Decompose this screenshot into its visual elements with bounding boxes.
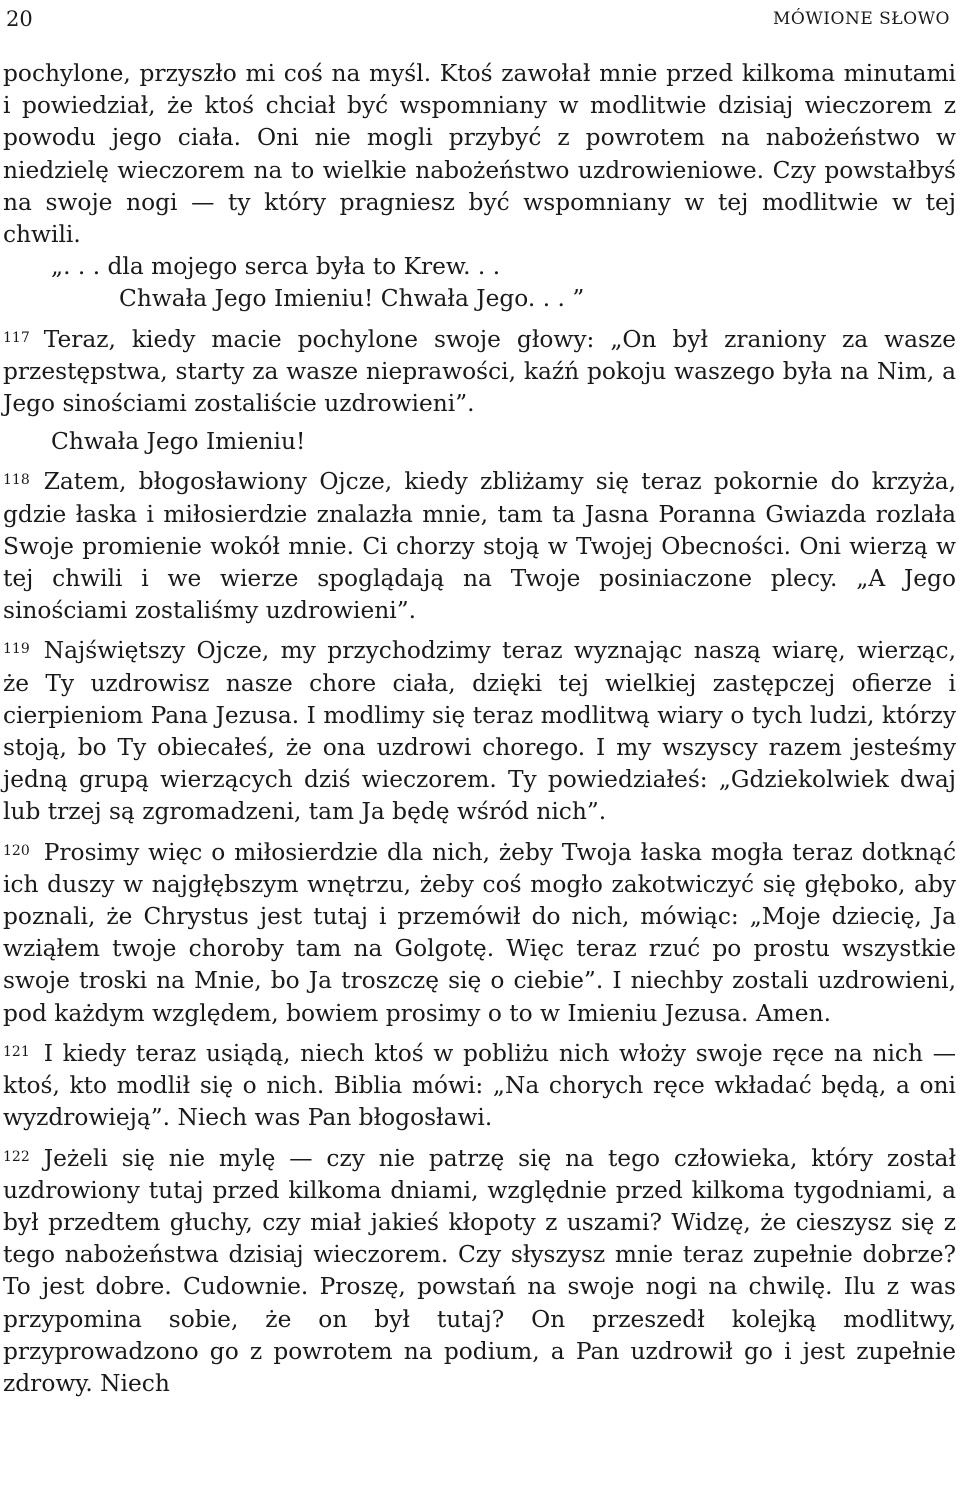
paragraph-number: 119 — [3, 641, 30, 658]
body-text — [3, 58, 956, 1400]
paragraph-text: Zatem, błogosławiony Ojcze, kiedy zbliżamy się teraz pokornie do krzyża, gdzie łaska i miłosierdzie znalazła mnie, tam ta Jasna Poranna Gwiazda rozlała Swoje promienie wokół mnie. Ci chorzy stoją w Twojej Obecności. Oni wierzą w tej chwili i we wierze spoglądają na Twoje posiniaczone plecy. „A Jego sinościami zostaliśmy uzdrowieni”. — [3, 468, 956, 625]
paragraph-text: I kiedy teraz usiądą, niech ktoś w pobliżu nich włoży swoje ręce na nich — ktoś, kto modlił się o nich. Biblia mówi: „Na chorych ręce wkładać będą, a oni wyzdrowieją”. Niech was Pan błogosławi. — [3, 1039, 956, 1132]
paragraph-text: Jeżeli się nie mylę — czy nie patrzę się na tego człowieka, który został uzdrowiony tutaj przed kilkoma dniami, względnie przed kilkoma tygodniami, a był przedtem głuchy, czy miał jakieś kłopoty z uszami? Widzę, że cieszysz się z tego nabożeństwa dzisiaj wieczorem. Czy słyszysz mnie teraz zupełnie dobrze? To jest dobre. Cudownie. Proszę, powstań na swoje nogi na chwilę. Ilu z was przypomina sobie, że on był tutaj? On przeszedł kolejką modlitwy, przyprowadzono go z powrotem na podium, a Pan uzdrowił go i jest zupełnie zdrowy. Niech — [3, 1144, 956, 1397]
paragraph-number: 117 — [3, 329, 30, 346]
paragraph-text: Prosimy więc o miłosierdzie dla nich, żeby Twoja łaska mogła teraz dotknąć ich duszy w najgłębszym wnętrzu, żeby coś mogło zakotwiczyć się głęboko, aby poznali, że Chrystus jest tutaj i przemówił do nich, mówiąc: „Moje dziecię, Ja wziąłem twoje choroby tam na Golgotę. Więc teraz rzuć po prostu wszystkie swoje troski na Mnie, bo Ja troszczę się o ciebie”. I niechby zostali uzdrowieni, pod każdym względem, bowiem prosimy o to w Imieniu Jezusa. Amen. — [3, 838, 956, 1027]
intro-paragraph: pochylone, przyszło mi coś na myśl. Ktoś zawołał mnie przed kilkoma minutami i powiedział, że ktoś chciał być wspomniany w modlitwie dzisiaj wieczorem z powodu jego ciała. Oni nie mogli przybyć z powrotem na nabożeństwo w niedzielę wieczorem na to wielkie nabożeństwo uzdrowieniowe. Czy powstałbyś na swoje nogi — ty który pragniesz być wspomniany w tej modlitwie w tej chwili. — [3, 60, 956, 249]
paragraph-number: 118 — [3, 472, 30, 489]
paragraph-number: 120 — [3, 842, 30, 859]
paragraph-122 — [3, 1141, 956, 1401]
song-line-2: Chwała Jego Imieniu! Chwała Jego. . . ” — [119, 285, 585, 313]
page-number: 20 — [6, 7, 33, 31]
paragraph-118 — [3, 464, 956, 627]
paragraph-117 — [3, 322, 956, 421]
paragraph-text: Najświętszy Ojcze, my przychodzimy teraz wyznając naszą wiarę, wierząc, że Ty uzdrowisz nasze chore ciała, dzięki tej wielkiej zastępczej ofierze i cierpieniom Pana Jezusa. I modlimy się teraz modlitwą wiary o tych ludzi, którzy stoją, bo Ty obiecałeś, że ona uzdrowi chorego. I my wszyscy razem jesteśmy jedną grupą wierzących dziś wieczorem. Ty powiedziałeś: „Gdziekolwiek dwaj lub trzej są zgromadzeni, tam Ja będę wśród nich”. — [3, 637, 956, 826]
paragraph-text: Teraz, kiedy macie pochylone swoje głowy: „On był zraniony za wasze przestępstwa, starty za wasze nieprawości, kaźń pokoju waszego była na Nim, a Jego sinościami zostaliście uzdrowieni”. — [3, 325, 956, 418]
paragraph-121 — [3, 1036, 956, 1135]
paragraph-120 — [3, 835, 956, 1030]
page-header — [3, 0, 956, 40]
paragraph-number: 122 — [3, 1148, 30, 1165]
paragraph-number: 121 — [3, 1043, 30, 1060]
song-line-1: „. . . dla mojego serca była to Krew. . . — [51, 253, 501, 281]
paragraph-117-exclamation: Chwała Jego Imieniu! — [51, 428, 306, 456]
running-title: MÓWIONE SŁOWO — [772, 9, 950, 29]
paragraph-119 — [3, 633, 956, 828]
